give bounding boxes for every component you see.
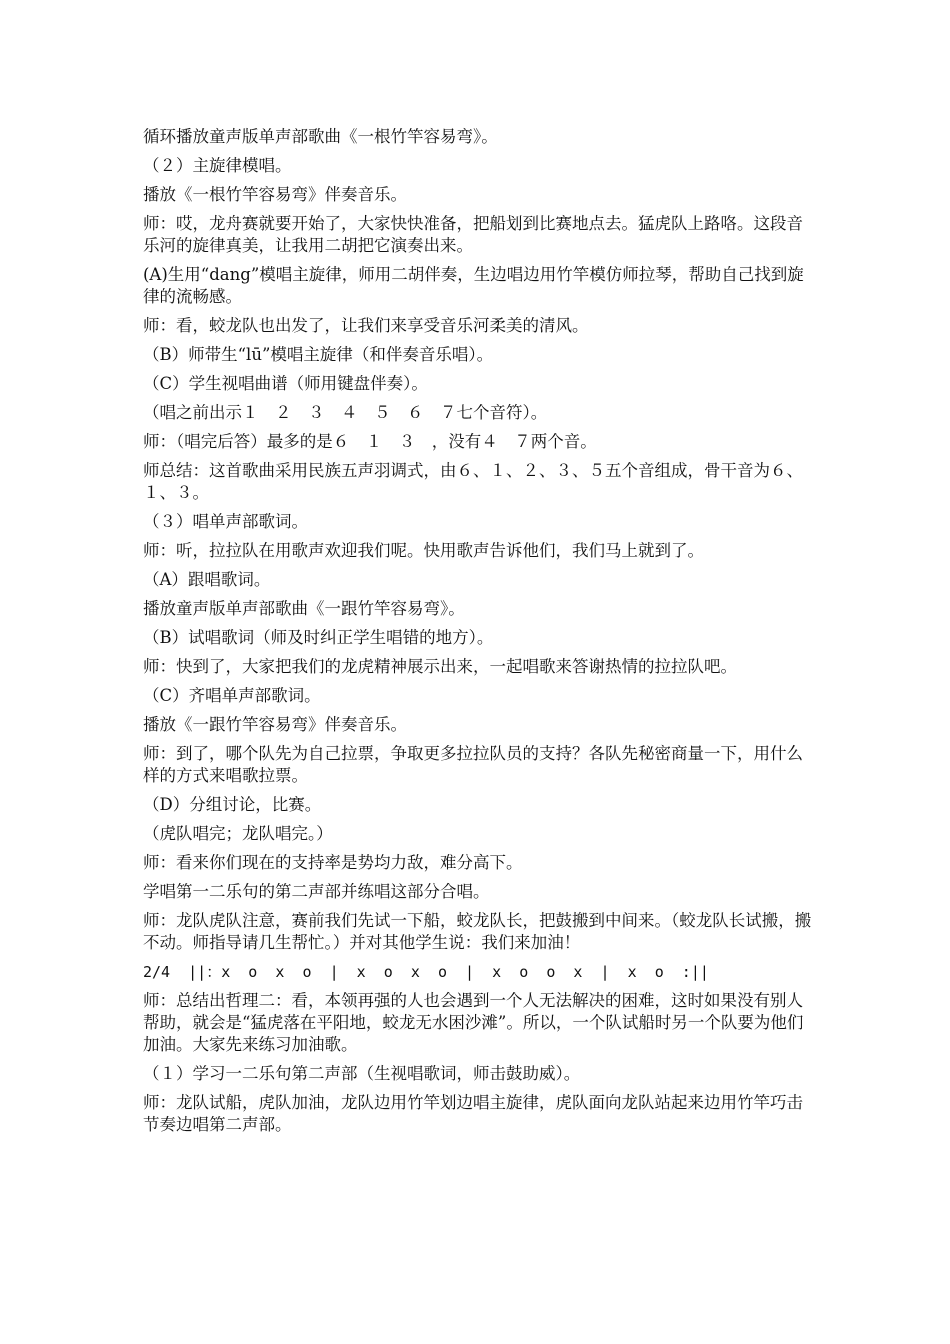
paragraph-22: （虎队唱完；龙队唱完。） <box>143 824 333 843</box>
paragraph-24: 学唱第一二乐句的第二声部并练唱这部分合唱。 <box>143 882 490 901</box>
paragraph-7: （B）师带生“lū”模唱主旋律（和伴奏音乐唱）。 <box>143 345 494 364</box>
paragraph-4: 师：哎，龙舟赛就要开始了，大家快快准备，把船划到比赛地点去。猛虎队上路咯。这段音乐河的旋律真美，让我用二胡把它演奏出来。 <box>143 214 803 255</box>
paragraph-2: （２）主旋律模唱。 <box>143 156 292 175</box>
paragraph-6: 师：看，蛟龙队也出发了，让我们来享受音乐河柔美的清风。 <box>143 316 589 335</box>
paragraph-28: 师：龙队试船，虎队加油，龙队边用竹竿划边唱主旋律，虎队面向龙队站起来边用竹竿巧击节奏边唱第二声部。 <box>143 1093 803 1134</box>
paragraph-13: 师：听，拉拉队在用歌声欢迎我们呢。快用歌声告诉他们，我们马上就到了。 <box>143 541 704 560</box>
paragraph-18: （C）齐唱单声部歌词。 <box>143 686 321 705</box>
rhythm-notation-line: 2/4 ||：x o x o | x o x o | x o o x | x o :|| <box>143 963 709 981</box>
paragraph-5: (A)生用“dang”模唱主旋律，师用二胡伴奏，生边唱边用竹竿模仿师拉琴，帮助自己找到旋律的流畅感。 <box>143 265 804 306</box>
paragraph-3: 播放《一根竹竿容易弯》伴奏音乐。 <box>143 185 407 204</box>
paragraph-26: 师：总结出哲理二：看，本领再强的人也会遇到一个人无法解决的困难，这时如果没有别人帮助，就会是“猛虎落在平阳地，蛟龙无水困沙滩”。所以，一个队试船时另一个队要为他们加油。大家先来练习加油歌。 <box>143 991 804 1054</box>
paragraph-23: 师：看来你们现在的支持率是势均力敌，难分高下。 <box>143 853 523 872</box>
paragraph-9: （唱之前出示１ ２ ３ ４ ５ ６ ７七个音符）。 <box>143 403 548 422</box>
paragraph-12: （３）唱单声部歌词。 <box>143 512 308 531</box>
paragraph-25: 师：龙队虎队注意，赛前我们先试一下船，蛟龙队长，把鼓搬到中间来。（蛟龙队长试搬，搬不动。师指导请几生帮忙。）并对其他学生说：我们来加油！ <box>143 911 812 952</box>
paragraph-17: 师：快到了，大家把我们的龙虎精神展示出来，一起唱歌来答谢热情的拉拉队吧。 <box>143 657 737 676</box>
paragraph-14: （A）跟唱歌词。 <box>143 570 271 589</box>
paragraph-1: 循环播放童声版单声部歌曲《一根竹竿容易弯》。 <box>143 127 498 146</box>
paragraph-15: 播放童声版单声部歌曲《一跟竹竿容易弯》。 <box>143 599 465 618</box>
paragraph-20: 师：到了，哪个队先为自己拉票，争取更多拉拉队员的支持？各队先秘密商量一下，用什么样的方式来唱歌拉票。 <box>143 744 803 785</box>
paragraph-16: （B）试唱歌词（师及时纠正学生唱错的地方）。 <box>143 628 494 647</box>
paragraph-11: 师总结：这首歌曲采用民族五声羽调式，由６、１、２、３、５五个音组成，骨干音为６、１、３。 <box>143 461 803 502</box>
paragraph-19: 播放《一跟竹竿容易弯》伴奏音乐。 <box>143 715 407 734</box>
paragraph-10: 师：（唱完后答）最多的是６ １ ３ ，没有４ ７两个音。 <box>143 432 597 451</box>
paragraph-21: （D）分组讨论，比赛。 <box>143 795 322 814</box>
document-page <box>143 126 813 1143</box>
paragraph-27: （１）学习一二乐句第二声部（生视唱歌词，师击鼓助威）。 <box>143 1064 581 1083</box>
paragraph-8: （C）学生视唱曲谱（师用键盘伴奏）。 <box>143 374 428 393</box>
